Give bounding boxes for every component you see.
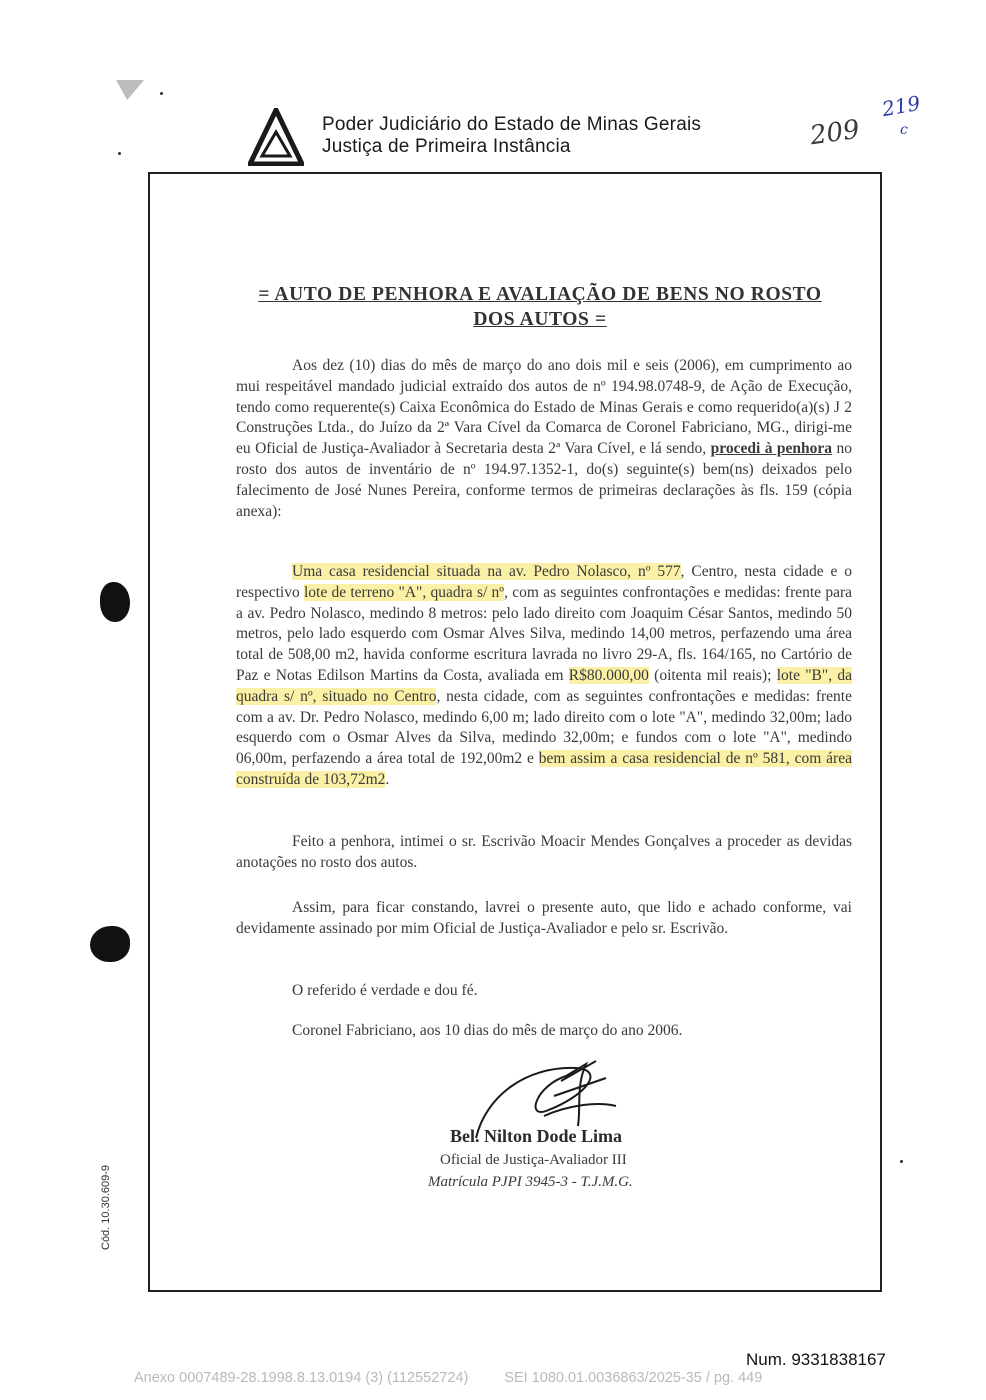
scan-speck xyxy=(900,1160,903,1163)
paragraph-opening: Aos dez (10) dias do mês de março do ano dois mil e seis (2006), em cumprimento ao mui respeitável mandado judicial extraído dos autos de nº 194.98.0748-9, de Ação de Execução, tendo como requerente(s) Caixa Econômica do Estado de Minas Gerais e como requerido(a)(s) J 2 Construções Ltda., do Juízo da 2ª Vara Cível da Comarca de Coronel Fabriciano, MG., dirigi-me eu Oficial de Justiça-Avaliador à Secretaria desta 2ª Vara Cível, e lá sendo, procedi à penhora no rosto dos autos de inventário de nº 194.97.1352-1, do(s) seguinte(s) bem(ns) deixados pelo falecimento de José Nunes Pereira, conforme termos de primeiras declarações às fls. 159 (cópia anexa): xyxy=(236,357,853,520)
signatory-registration: Matrícula PJPI 3945-3 - T.J.M.G. xyxy=(428,1174,633,1190)
scan-smudge xyxy=(116,80,144,100)
scan-speck xyxy=(118,152,121,155)
court-name: Poder Judiciário do Estado de Minas Gerais xyxy=(322,114,702,135)
form-code: Cód. 10.30.609-9 xyxy=(100,1164,112,1250)
signatory-name: Bel. Nilton Dode Lima xyxy=(450,1126,623,1146)
folio-number-handwritten: 209 xyxy=(808,114,862,152)
document-number: Num. 9331838167 xyxy=(746,1350,886,1369)
signatory-role: Oficial de Justiça-Avaliador III xyxy=(440,1152,627,1168)
seizure-emphasis: procedi à penhora xyxy=(710,440,833,458)
binder-hole xyxy=(90,926,130,962)
document-title: = AUTO DE PENHORA E AVALIAÇÃO DE BENS NO ROSTO xyxy=(258,284,822,305)
highlight-valuation: R$80.000,00 xyxy=(568,666,649,684)
binder-hole xyxy=(100,582,130,622)
judiciary-triangle-logo xyxy=(248,108,304,166)
folio-number-renumbered: 219 xyxy=(880,90,922,122)
paragraph-notification: Feito a penhora, intimei o sr. Escrivão Moacir Mendes Gonçalves a proceder as devidas anotações no rosto dos autos. xyxy=(236,833,852,871)
place-and-date: Coronel Fabriciano, aos 10 dias do mês de março do ano 2006. xyxy=(292,1022,683,1039)
court-instance: Justiça de Primeira Instância xyxy=(322,136,571,157)
paragraph-property-description: Uma casa residencial situada na av. Pedro Nolasco, nº 577, Centro, nesta cidade e o respectivo lote de terreno "A", quadra s/ nº, com as seguintes confrontações e medidas: frente para a av. Pedro Nolasco, medindo 8 metros: pelo lado direito com Joaquim César Santos, medindo 50 metros, pelo lado esquerdo com Osmar Alves Silva, medindo 14,00 metros, perfazendo uma área total de 508,00 m2, havida conforme escritura lavrada no livro 29-A, fls. 164/165, no Cartório de Paz e Notas Edilson Martins da Costa, avaliada em R$80.000,00 (oitenta mil reais); lote "B", da quadra s/ nº, situado no Centro, nesta cidade, com as seguintes confrontações e medidas: frente com a av. Dr. Pedro Nolasco, medindo 6,00 m; lado direito com o lote "A", medindo 32,00m; lado esquerdo com o Osmar Alves da Silva, medindo 32,00m; e fundos com o lote "A", medindo 06,00m, perfazendo a área total de 192,00m2 e bem assim a casa residencial de nº 581, com área construída de 103,72m2. xyxy=(236,563,852,788)
paragraph-closing: Assim, para ficar constando, lavrei o presente auto, que lido e achado conforme, vai devidamente assinado por mim Oficial de Justiça-Avaliador e pelo sr. Escrivão. xyxy=(236,899,852,937)
highlight-house-581: bem assim a casa residencial de nº 581, com área construída de 103,72m2 xyxy=(236,750,852,788)
highlight-lot-a: lote de terreno "A", quadra s/ nº xyxy=(303,583,505,601)
footer-metadata xyxy=(134,1370,762,1386)
sei-reference: SEI 1080.01.0036863/2025-35 / pg. 449 xyxy=(504,1370,763,1386)
document-title-continued: DOS AUTOS = xyxy=(473,309,607,330)
scan-speck xyxy=(160,92,163,95)
folio-suffix: c xyxy=(900,122,908,138)
attestation-line: O referido é verdade e dou fé. xyxy=(292,982,478,999)
annex-reference: Anexo 0007489-28.1998.8.13.0194 (3) (112552724) xyxy=(134,1370,469,1386)
highlight-house: Uma casa residencial situada na av. Pedro Nolasco, nº 577 xyxy=(292,563,681,580)
highlight-lot-b: lote "B", da quadra s/ nº, situado no Centro xyxy=(236,666,852,705)
